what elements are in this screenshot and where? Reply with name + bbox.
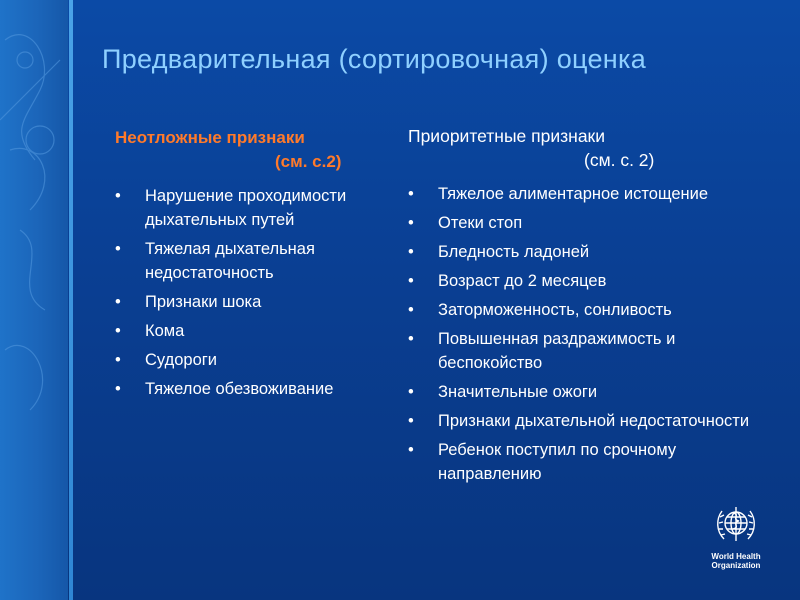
emergency-heading-ref: (см. с.2) — [275, 152, 342, 171]
list-item: • Кома — [115, 319, 395, 343]
emergency-signs-list — [115, 184, 395, 401]
priority-signs-column — [408, 124, 780, 491]
list-item: • Нарушение проходимости дыхательных путей — [115, 184, 395, 232]
priority-heading-text: Приоритетные признаки — [408, 126, 605, 146]
list-item: • Возраст до 2 месяцев — [408, 269, 780, 293]
list-item: • Тяжелая дыхательная недостаточность — [115, 237, 395, 285]
priority-heading-ref: (см. с. 2) — [584, 150, 655, 170]
emergency-heading-text: Неотложные признаки — [115, 128, 305, 147]
decorative-side-strip — [0, 0, 68, 600]
list-item: • Судороги — [115, 348, 395, 372]
list-item: • Заторможенность, сонливость — [408, 298, 780, 322]
list-item: • Признаки шока — [115, 290, 395, 314]
side-divider-line — [69, 0, 73, 600]
list-item: • Признаки дыхательной недостаточности — [408, 409, 780, 433]
list-item: • Повышенная раздражимость и беспокойство — [408, 327, 780, 375]
decorative-pattern-icon — [0, 0, 68, 600]
list-item: • Ребенок поступил по срочному направлению — [408, 438, 780, 486]
slide-title: Предварительная (сортировочная) оценка — [102, 44, 647, 74]
list-item: • Тяжелое алиментарное истощение — [408, 182, 780, 206]
emergency-signs-heading — [115, 126, 395, 174]
who-logo-line2: Organization — [711, 561, 761, 570]
who-logo-line1: World Health — [711, 552, 761, 561]
list-item: • Бледность ладоней — [408, 240, 780, 264]
list-item: • Тяжелое обезвоживание — [115, 377, 395, 401]
who-emblem-icon — [714, 503, 758, 545]
list-item: • Значительные ожоги — [408, 380, 780, 404]
emergency-signs-column — [115, 126, 395, 406]
priority-signs-heading — [408, 124, 780, 172]
who-logo — [706, 503, 766, 573]
priority-signs-list — [408, 182, 780, 486]
list-item: • Отеки стоп — [408, 211, 780, 235]
